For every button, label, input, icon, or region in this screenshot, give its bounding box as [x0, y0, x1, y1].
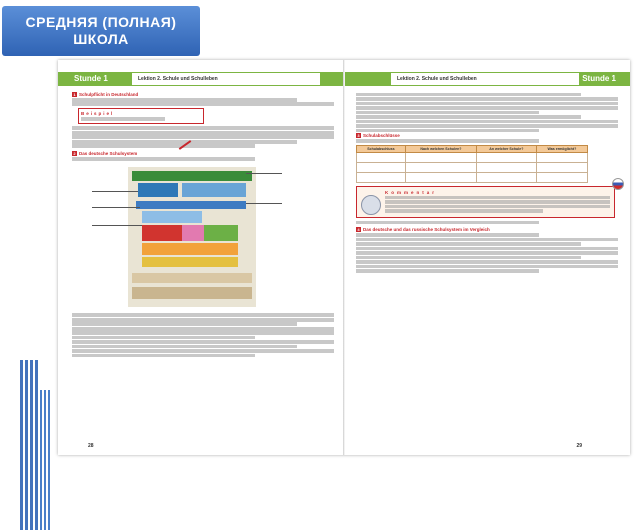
- text-line: [72, 98, 297, 102]
- schulabschluss-table: [356, 145, 588, 183]
- diagram-block: [138, 183, 178, 197]
- diagram-block: [182, 225, 204, 241]
- diagram-block: [204, 225, 238, 241]
- text-line: [356, 256, 581, 260]
- diagram-leader: [246, 203, 282, 204]
- table-header: Was ermöglicht?: [536, 145, 587, 152]
- section-number: 1: [73, 92, 76, 97]
- diagram-block: [142, 211, 202, 223]
- diagram-block: [142, 243, 238, 255]
- text-line: [356, 247, 618, 251]
- text-line: [72, 313, 334, 317]
- text-line: [72, 322, 297, 326]
- text-line: [72, 318, 334, 322]
- stunde-label-left: Stunde 1: [74, 74, 108, 83]
- diagram-block: [142, 257, 238, 267]
- barcode-strip: [20, 360, 38, 530]
- speaker-icon: [361, 195, 381, 215]
- table-row: [357, 152, 588, 162]
- kommentar-label: Kommentar: [385, 189, 438, 195]
- text-line: [356, 120, 618, 124]
- section-title: Das deutsche Schulsystem: [79, 150, 138, 156]
- right-page: [356, 92, 618, 276]
- text-line: [385, 200, 610, 204]
- beispiel-label: Beispiel: [81, 111, 115, 117]
- section-title: Schulpflicht in Deutschland: [79, 92, 139, 97]
- slide-title-line1: СРЕДНЯЯ (ПОЛНАЯ): [25, 14, 177, 30]
- text-line: [385, 205, 610, 209]
- diagram-leader: [92, 191, 138, 192]
- section-title: Schulabschlüsse: [363, 133, 400, 139]
- text-line: [356, 260, 618, 264]
- text-line: [72, 157, 255, 161]
- diagram-leader: [92, 225, 142, 226]
- section-number: 2: [73, 150, 76, 156]
- diagram-block: [136, 201, 246, 209]
- diagram-block: [132, 273, 252, 283]
- barcode-strip-secondary: [40, 390, 52, 530]
- text-line: [356, 106, 618, 110]
- left-page: [72, 92, 334, 360]
- table-header: Nach welchen Schulen?: [405, 145, 476, 152]
- text-line: [72, 331, 334, 335]
- text-line: [356, 139, 539, 143]
- text-line: [72, 327, 334, 331]
- section-4: [356, 227, 618, 272]
- school-system-diagram: [72, 163, 334, 313]
- text-line: [356, 93, 581, 97]
- text-line: [72, 354, 255, 358]
- table-header: Schulabschluss: [357, 145, 406, 152]
- diagram-leader: [92, 207, 140, 208]
- diagram-block: [142, 225, 182, 241]
- slide-title: [2, 6, 200, 56]
- text-line: [81, 117, 165, 121]
- text-line: [356, 97, 618, 101]
- page-number-left: 28: [88, 443, 94, 449]
- table-row: [357, 172, 588, 182]
- text-line: [72, 340, 334, 344]
- text-line: [72, 336, 255, 340]
- text-line: [72, 126, 334, 130]
- text-line: [72, 131, 334, 135]
- table-header: An welcher Schule?: [476, 145, 536, 152]
- section-3: [356, 133, 618, 224]
- section-2: [72, 151, 334, 357]
- lektion-title-left: Lektion 2. Schule und Schulleben: [132, 73, 320, 85]
- text-line: [385, 196, 610, 200]
- text-line: [72, 345, 297, 349]
- flag-icon: [612, 178, 624, 190]
- page-number-right: 29: [576, 443, 582, 449]
- text-line: [385, 209, 543, 213]
- text-line: [72, 349, 334, 353]
- text-line: [356, 115, 581, 119]
- text-line: [356, 102, 618, 106]
- text-line: [356, 269, 539, 273]
- text-line: [72, 135, 334, 139]
- text-line: [356, 242, 581, 246]
- text-line: [356, 265, 618, 269]
- section-number: 4: [357, 227, 360, 233]
- text-line: [72, 144, 255, 148]
- table-row: [357, 162, 588, 172]
- left-decoration: [0, 60, 58, 480]
- text-line: [356, 221, 539, 225]
- text-line: [72, 102, 334, 106]
- book-gutter: [343, 60, 345, 455]
- text-line: [356, 238, 618, 242]
- section-number: 3: [357, 133, 360, 139]
- diagram-block: [132, 287, 252, 299]
- lektion-title-right: Lektion 2. Schule und Schulleben: [391, 73, 579, 85]
- text-line: [356, 233, 539, 237]
- text-line: [356, 111, 539, 115]
- text-line: [356, 129, 539, 133]
- kommentar-box: [356, 186, 615, 218]
- diagram-block: [132, 171, 252, 181]
- text-line: [356, 251, 618, 255]
- diagram-block: [182, 183, 246, 197]
- section-1: [72, 92, 334, 148]
- diagram-leader: [246, 173, 282, 174]
- slide-title-line2: ШКОЛА: [73, 31, 129, 47]
- beispiel-box: [78, 108, 204, 124]
- text-line: [356, 124, 618, 128]
- section-title: Das deutsche und das russische Schulsystem im Vergleich: [363, 227, 490, 233]
- stunde-label-right: Stunde 1: [582, 74, 616, 83]
- textbook-spread: [58, 60, 630, 455]
